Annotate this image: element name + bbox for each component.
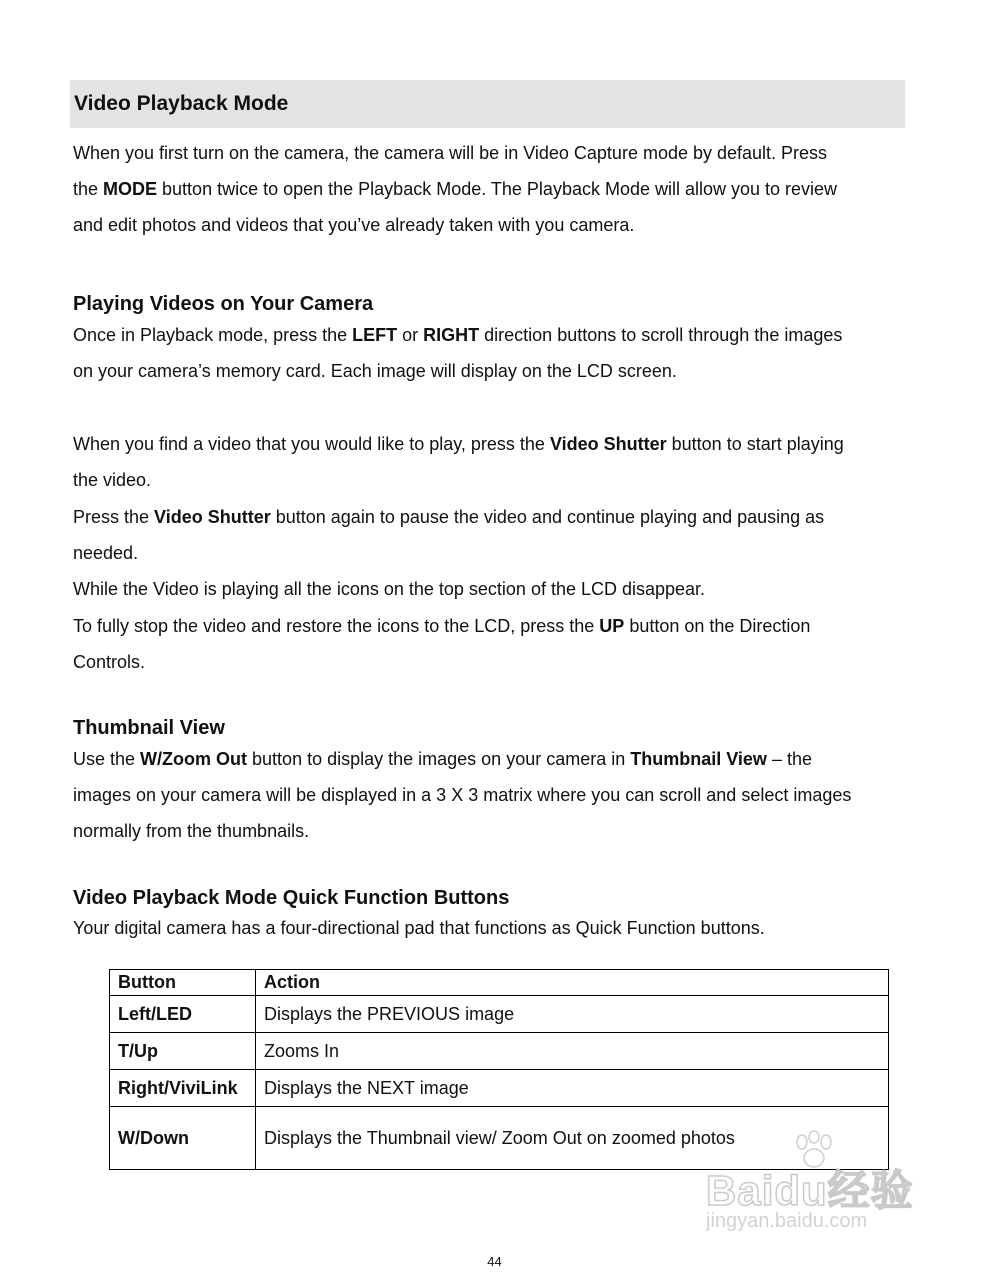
page-number: 44: [487, 1254, 502, 1269]
quick-function-line-1: Your digital camera has a four-directional pad that functions as Quick Function buttons.: [73, 918, 765, 938]
playing-line-9: Controls.: [73, 652, 146, 672]
watermark-brand: Baidu经验: [706, 1167, 914, 1214]
playing-line-4: the video.: [73, 470, 152, 490]
thumbnail-line-1: Use the W/Zoom Out button to display the images on your camera in Thumbnail View – the: [73, 749, 812, 769]
watermark-url: jingyan.baidu.com: [706, 1210, 868, 1232]
thumbnail-view-heading: Thumbnail View: [73, 717, 225, 739]
action-cell: Displays the Thumbnail view/ Zoom Out on zoomed photos: [256, 1107, 889, 1170]
button-cell: T/Up: [110, 1033, 256, 1070]
thumbnail-line-3: normally from the thumbnails.: [73, 821, 310, 841]
header-action: Action: [256, 970, 889, 996]
button-cell: Right/ViviLink: [110, 1070, 256, 1107]
button-cell: W/Down: [110, 1107, 256, 1170]
section-header-bar: [70, 80, 905, 128]
action-cell: Displays the PREVIOUS image: [256, 996, 889, 1033]
playing-line-2: on your camera’s memory card. Each image will display on the LCD screen.: [73, 361, 677, 381]
action-cell: Displays the NEXT image: [256, 1070, 889, 1107]
table-header-row: [110, 970, 889, 996]
playing-line-3: When you find a video that you would like to play, press the Video Shutter button to start playing: [73, 434, 844, 454]
section-title: Video Playback Mode: [74, 92, 289, 115]
table-row: [110, 996, 889, 1033]
playing-line-7: While the Video is playing all the icons on the top section of the LCD disappear.: [73, 579, 706, 599]
button-cell: Left/LED: [110, 996, 256, 1033]
intro-line-2: the MODE button twice to open the Playback Mode. The Playback Mode will allow you to review: [73, 179, 838, 199]
table-row: [110, 1070, 889, 1107]
playing-line-1: Once in Playback mode, press the LEFT or RIGHT direction buttons to scroll through the images: [73, 325, 843, 345]
baidu-watermark: [700, 1130, 940, 1240]
table-row: [110, 1033, 889, 1070]
thumbnail-line-2: images on your camera will be displayed in a 3 X 3 matrix where you can scroll and select images: [73, 785, 852, 805]
playing-videos-heading: Playing Videos on Your Camera: [73, 293, 374, 315]
quick-function-heading: Video Playback Mode Quick Function Buttons: [73, 887, 510, 909]
header-button: Button: [110, 970, 256, 996]
action-cell: Zooms In: [256, 1033, 889, 1070]
playing-line-8: To fully stop the video and restore the icons to the LCD, press the UP button on the Direction: [73, 616, 811, 636]
playing-line-6: needed.: [73, 543, 139, 563]
playing-line-5: Press the Video Shutter button again to pause the video and continue playing and pausing as: [73, 507, 825, 527]
intro-line-3: and edit photos and videos that you’ve already taken with you camera.: [73, 215, 635, 235]
intro-line-1: When you first turn on the camera, the camera will be in Video Capture mode by default. Press: [73, 143, 828, 163]
